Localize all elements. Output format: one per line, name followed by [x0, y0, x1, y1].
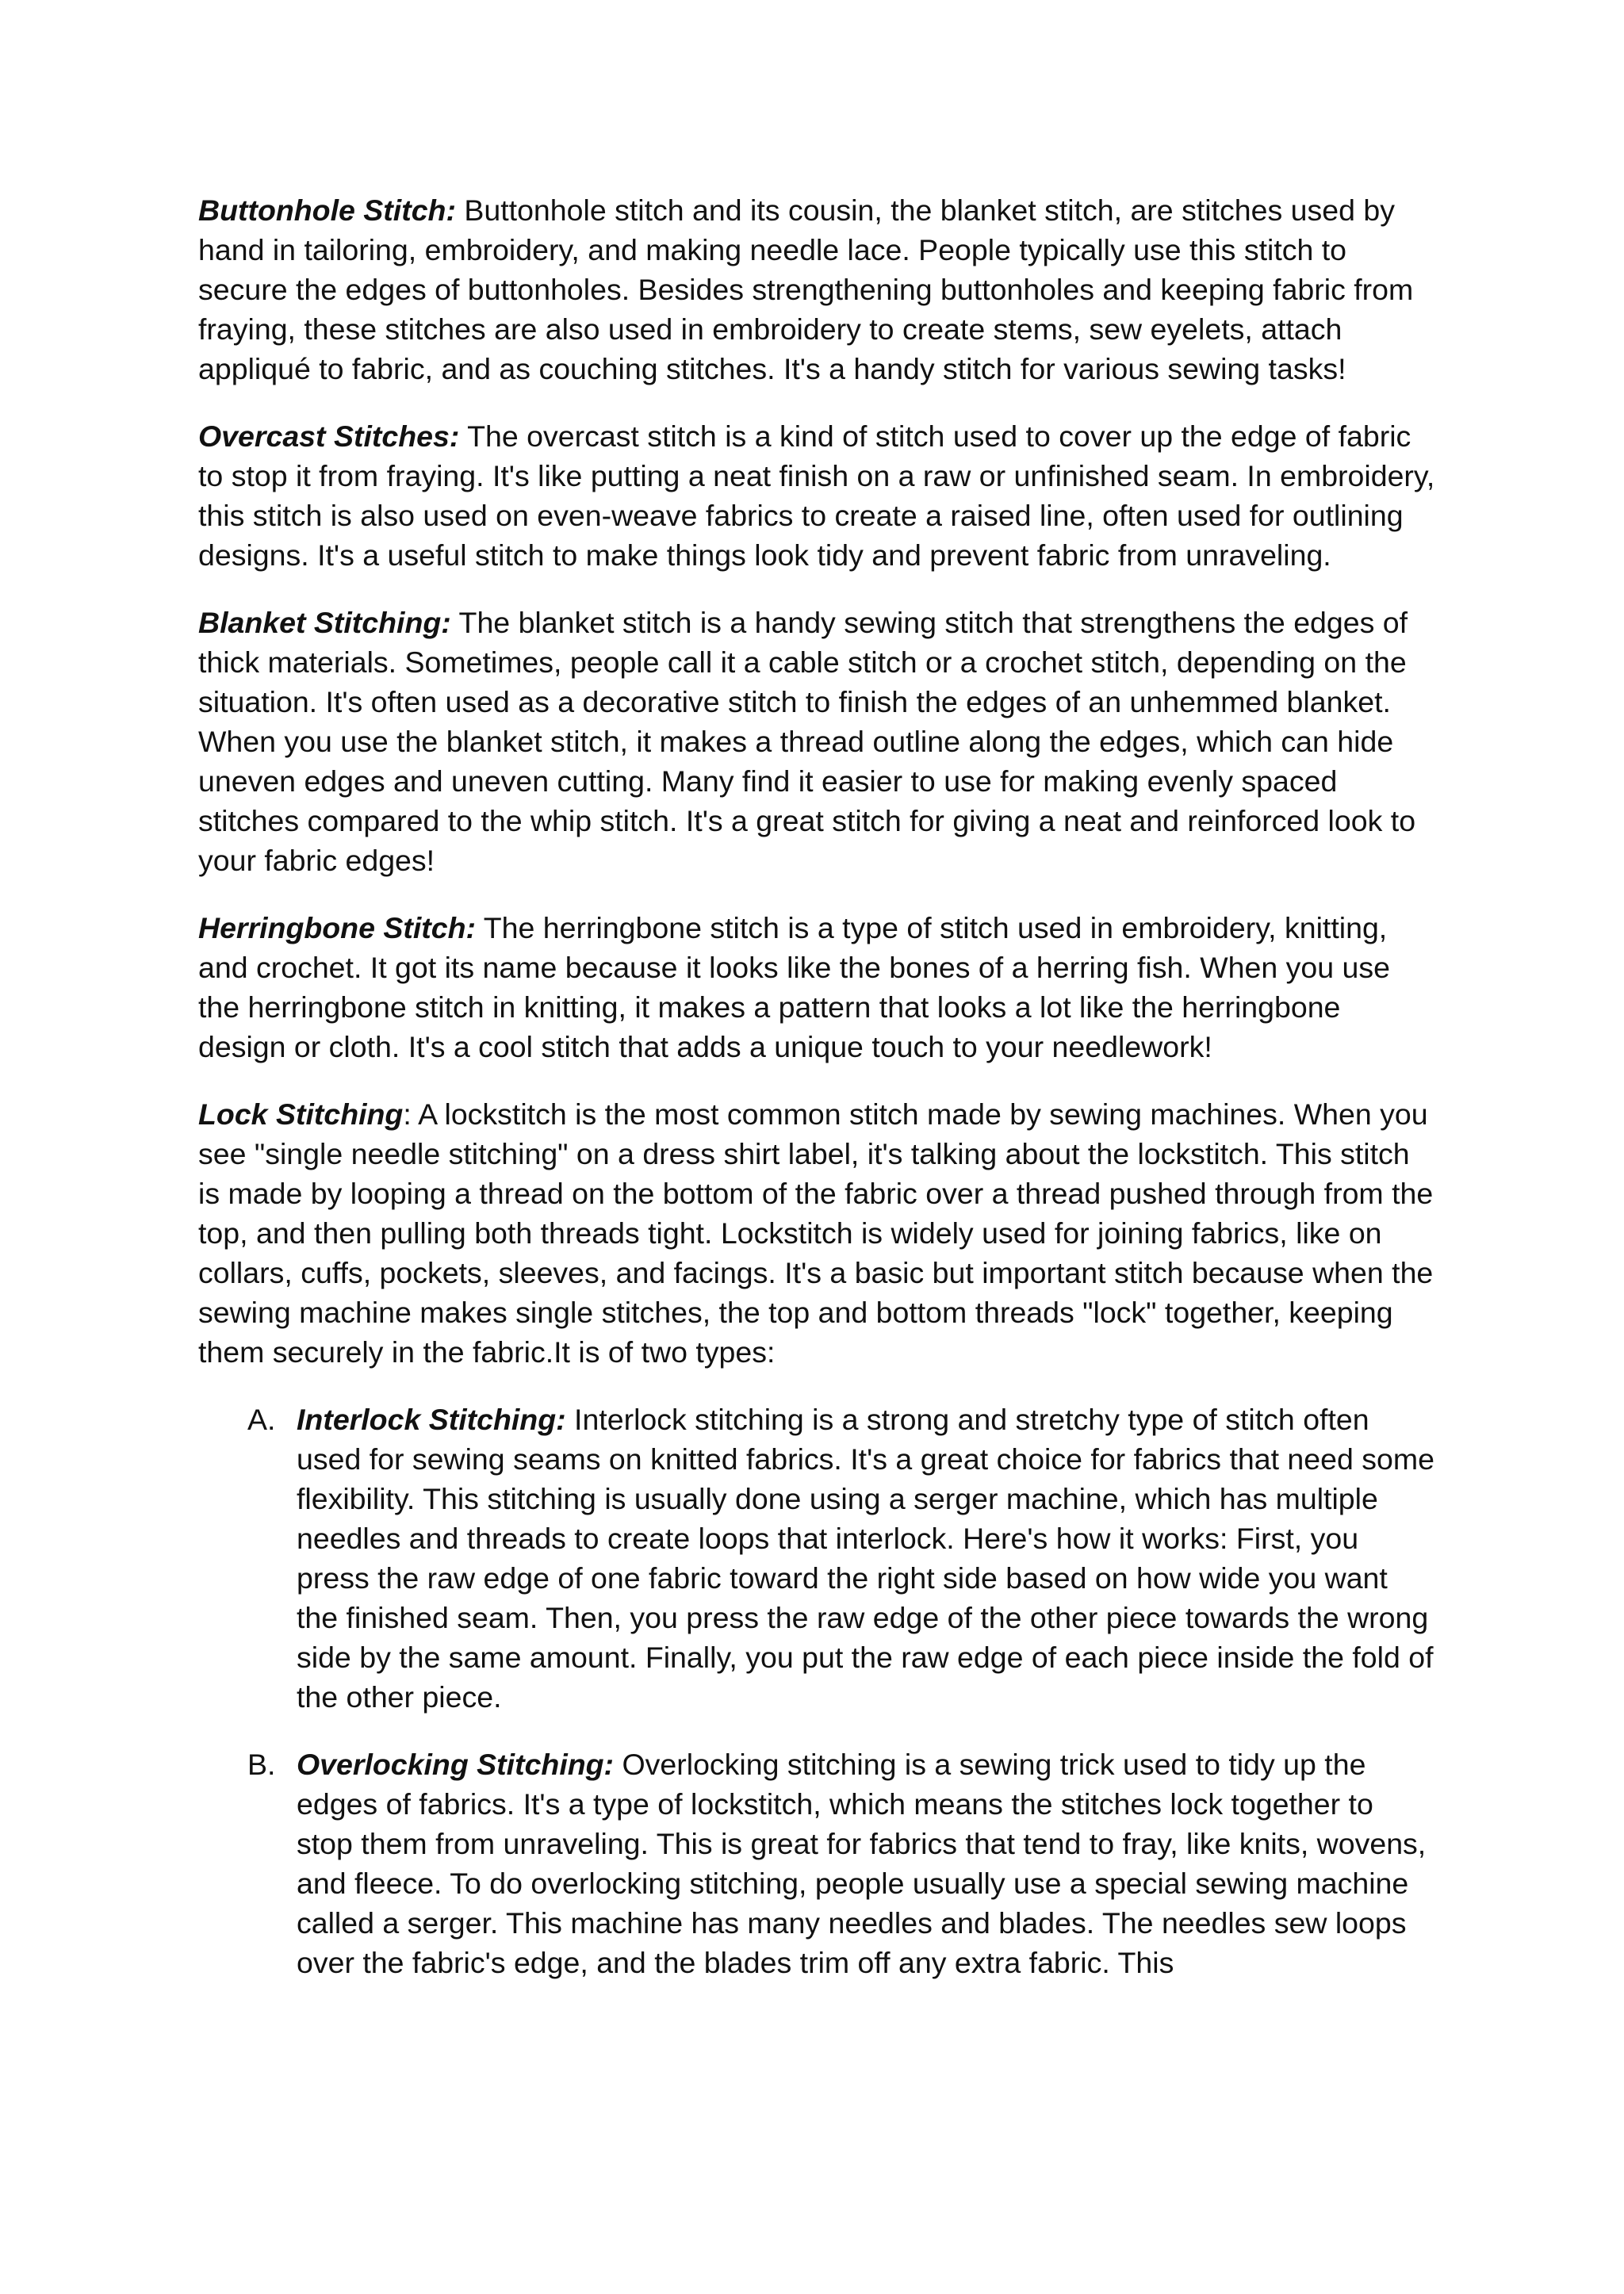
lock-stitch-types-list — [198, 1400, 1435, 1982]
term-heading: Herringbone Stitch: — [198, 911, 477, 944]
paragraph-herringbone-stitch — [198, 908, 1435, 1067]
paragraph-text: The herringbone stitch is a type of stitch used in embroidery, knitting, and crochet. It got its name because it looks like the bones of a herring fish. When you use the herringbone stitch in knitting, it makes a pattern that looks a lot like the herringbone design or cloth. It's a cool stitch that adds a unique touch to your needlework! — [198, 911, 1390, 1063]
paragraph-blanket-stitching — [198, 603, 1435, 880]
term-separator — [566, 1403, 574, 1436]
paragraph-lock-stitching — [198, 1094, 1435, 1372]
term-heading: Overlocking Stitching: — [297, 1748, 615, 1781]
paragraph-buttonhole-stitch — [198, 190, 1435, 389]
term-heading: Blanket Stitching: — [198, 606, 451, 639]
term-separator — [451, 606, 459, 639]
term-heading: Interlock Stitching: — [297, 1403, 566, 1436]
term-heading: Buttonhole Stitch: — [198, 193, 456, 227]
document-body — [198, 190, 1435, 2010]
term-heading: Overcast Stitches: — [198, 419, 460, 453]
term-separator — [476, 911, 484, 944]
term-separator — [614, 1748, 622, 1781]
term-separator — [456, 193, 464, 227]
list-item-interlock-stitching — [198, 1400, 1435, 1717]
paragraph-text: The blanket stitch is a handy sewing stitch that strengthens the edges of thick materials. Sometimes, people call it a cable stitch or a crochet stitch, depending on the situation. It's often used as a decorative stitch to finish the edges of an unhemmed blanket. When you use the blanket stitch, it makes a thread outline along the edges, which can hide uneven edges and uneven cutting. Many find it easier to use for making evenly spaced stitches compared to the whip stitch. It's a great stitch for giving a neat and reinforced look to your fabric edges! — [198, 606, 1416, 877]
paragraph-text: The overcast stitch is a kind of stitch used to cover up the edge of fabric to stop it from fraying. It's like putting a neat finish on a raw or unfinished seam. In embroidery, this stitch is also used on even-weave fabrics to create a raised line, often used for outlining designs. It's a useful stitch to make things look tidy and prevent fabric from unraveling. — [198, 419, 1435, 572]
list-marker: A. — [247, 1403, 276, 1436]
paragraph-text: A lockstitch is the most common stitch made by sewing machines. When you see "single needle stitching" on a dress shirt label, it's talking about the lockstitch. This stitch is made by looping a thread on the bottom of the fabric over a thread pushed through from the top, and then pulling both threads tight. Lockstitch is widely used for joining fabrics, like on collars, cuffs, pockets, sleeves, and facings. It's a basic but important stitch because when the sewing machine makes single stitches, the top and bottom threads "lock" together, keeping them securely in the fabric.It is of two types: — [198, 1097, 1434, 1369]
term-separator — [459, 419, 467, 453]
paragraph-text: Buttonhole stitch and its cousin, the blanket stitch, are stitches used by hand in tailoring, embroidery, and making needle lace. People typically use this stitch to secure the edges of buttonholes. Besides strengthening buttonholes and keeping fabric from fraying, these stitches are also used in embroidery to create stems, sew eyelets, attach appliqué to fabric, and as couching stitches. It's a handy stitch for various sewing tasks! — [198, 193, 1414, 385]
term-separator: : — [403, 1097, 419, 1131]
list-marker: B. — [247, 1748, 276, 1781]
list-item-overlocking-stitching — [198, 1744, 1435, 1982]
term-heading: Lock Stitching — [198, 1097, 404, 1131]
list-item-text: Interlock stitching is a strong and stretchy type of stitch often used for sewing seams on knitted fabrics. It's a great choice for fabrics that need some flexibility. This stitching is usually done using a serger machine, which has multiple needles and threads to create loops that interlock. Here's how it works: First, you press the raw edge of one fabric toward the right side based on how wide you want the finished seam. Then, you press the raw edge of the other piece towards the wrong side by the same amount. Finally, you put the raw edge of each piece inside the fold of the other piece. — [297, 1403, 1434, 1714]
paragraph-overcast-stitches — [198, 416, 1435, 575]
list-item-text: Overlocking stitching is a sewing trick used to tidy up the edges of fabrics. It's a type of lockstitch, which means the stitches lock together to stop them from unraveling. This is great for fabrics that tend to fray, like knits, wovens, and fleece. To do overlocking stitching, people usually use a special sewing machine called a serger. This machine has many needles and blades. The needles sew loops over the fabric's edge, and the blades trim off any extra fabric. This — [297, 1748, 1427, 1979]
